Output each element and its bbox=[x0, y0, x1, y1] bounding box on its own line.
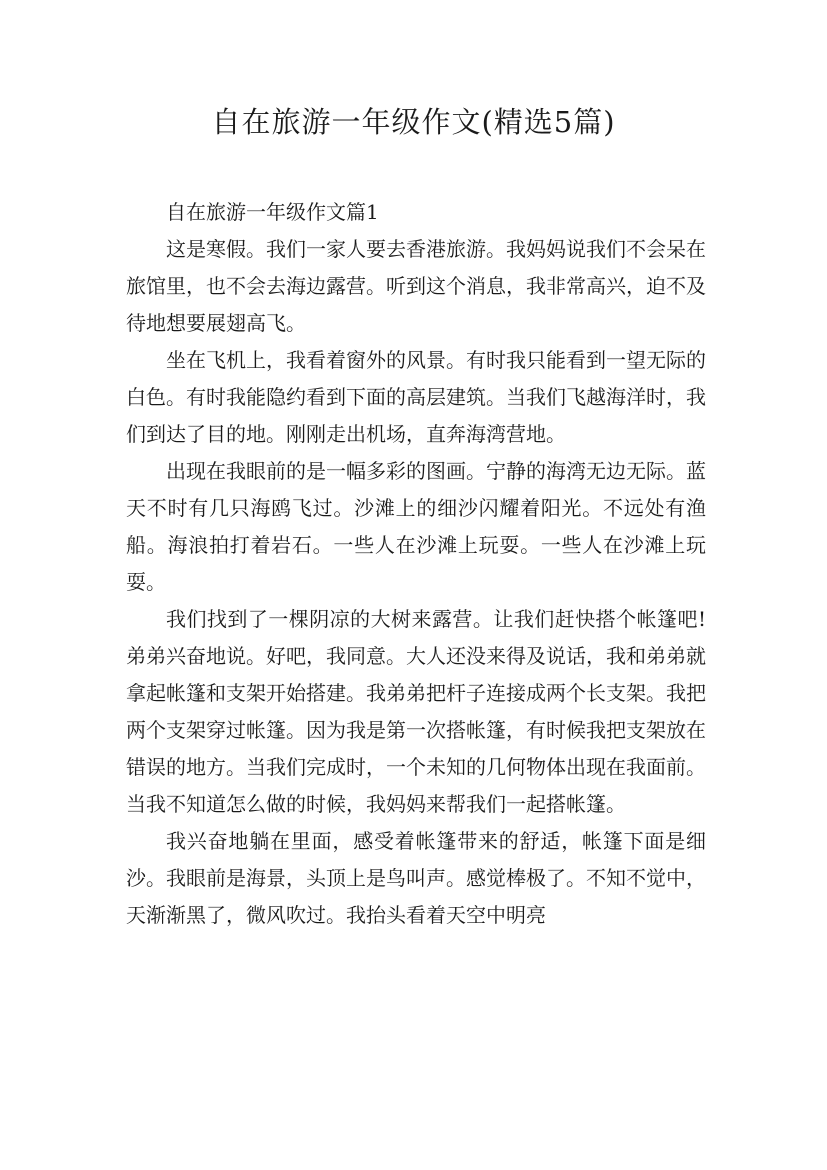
paragraph: 我们找到了一棵阴凉的大树来露营。让我们赶快搭个帐篷吧!弟弟兴奋地说。好吧，我同意。大人还没来得及说话，我和弟弟就拿起帐篷和支架开始搭建。我弟弟把杆子连接成两个长支架。我把两个支架穿过帐篷。因为我是第一次搭帐篷，有时候我把支架放在错误的地方。当我们完成时，一个未知的几何物体出现在我面前。当我不知道怎么做的时候，我妈妈来帮我们一起搭帐篷。 bbox=[126, 607, 706, 816]
paragraph: 我兴奋地躺在里面，感受着帐篷带来的舒适，帐篷下面是细沙。我眼前是海景，头顶上是鸟叫声。感觉棒极了。不知不觉中，天渐渐黑了，微风吹过。我抬头看着天空中明亮 bbox=[126, 829, 706, 927]
document-title: 自在旅游一年级作文(精选5篇) bbox=[211, 105, 616, 139]
document-body bbox=[126, 194, 706, 934]
paragraph: 坐在飞机上，我看着窗外的风景。有时我只能看到一望无际的白色。有时我能隐约看到下面的高层建筑。当我们飞越海洋时，我们到达了目的地。刚刚走出机场，直奔海湾营地。 bbox=[126, 348, 706, 446]
section-heading: 自在旅游一年级作文篇1 bbox=[166, 200, 379, 224]
paragraph: 出现在我眼前的是一幅多彩的图画。宁静的海湾无边无际。蓝天不时有几只海鸥飞过。沙滩上的细沙闪耀着阳光。不远处有渔船。海浪拍打着岩石。一些人在沙滩上玩耍。一些人在沙滩上玩耍。 bbox=[126, 459, 706, 594]
paragraph: 这是寒假。我们一家人要去香港旅游。我妈妈说我们不会呆在旅馆里，也不会去海边露营。听到这个消息，我非常高兴，迫不及待地想要展翅高飞。 bbox=[126, 237, 706, 335]
